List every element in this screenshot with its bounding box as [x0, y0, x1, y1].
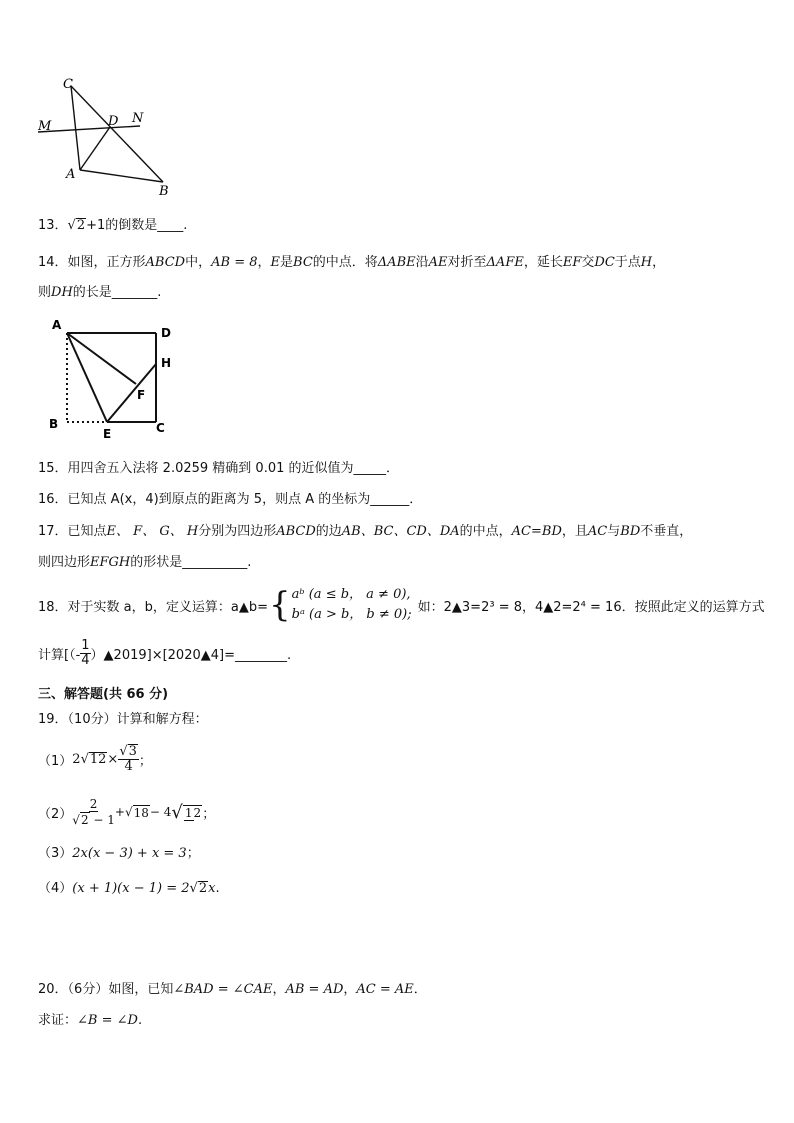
frac-denominator: 4	[81, 653, 90, 668]
q17-abcd: ABCD	[276, 524, 316, 539]
denominator: 2	[193, 805, 202, 820]
q17-text: 的边	[315, 524, 342, 539]
figure-triangle-mn	[30, 74, 180, 200]
q20-angles: ∠BAD = ∠CAE	[173, 982, 273, 997]
question-19-title: 19．（10分）计算和解方程：	[38, 712, 208, 727]
q14-text: 的中点．将	[312, 255, 378, 270]
segment-ad	[80, 127, 110, 170]
q18-text: 如：2▲3=2³ = 8，4▲2=2⁴ = 16．按照此定义的运算方式	[417, 599, 765, 615]
q14-text: 中，	[185, 255, 212, 270]
q17-text: 与	[607, 524, 621, 539]
q18-text: ）▲2019]×[2020▲4]=________.	[90, 648, 292, 663]
q14-ab8: AB = 8	[211, 255, 258, 270]
label-c: C	[63, 77, 73, 92]
q17-points: E、 F、 G、 H	[106, 524, 199, 539]
q20-text: ，	[343, 982, 357, 997]
q17-text: 则四边形	[38, 555, 91, 570]
radicand: 2	[80, 813, 89, 827]
semicolon: ；	[138, 753, 152, 769]
q17-bd: BD	[620, 524, 641, 539]
q14-afe: ΔAFE	[486, 255, 524, 270]
question-20-line2	[38, 1009, 142, 1028]
segment-ae	[67, 333, 107, 422]
radicand: 2	[198, 881, 208, 896]
question-17-line2	[38, 551, 251, 570]
q14-bc: BC	[293, 255, 313, 270]
question-14-line1	[38, 251, 665, 270]
times: ×	[107, 751, 119, 767]
radicand: 12	[89, 751, 107, 767]
q20-text: .	[137, 1013, 143, 1028]
plus: +	[114, 805, 125, 819]
label-n: N	[132, 111, 144, 126]
q14-dc: DC	[594, 255, 615, 270]
q14-text: 的长是_______.	[72, 285, 162, 300]
question-16: 16．已知点 A(x，4)到原点的距离为 5，则点 A 的坐标为______．	[38, 492, 423, 507]
label-m: M	[38, 119, 52, 134]
label-b: B	[159, 184, 169, 199]
q14-abcd: ABCD	[145, 255, 186, 270]
coef: 2	[72, 751, 81, 767]
numerator: 2	[89, 797, 98, 811]
question-14-line2	[38, 281, 161, 300]
denominator: 4	[124, 759, 133, 774]
q14-dh: DH	[51, 285, 73, 300]
label-c: C	[156, 421, 165, 435]
q19-part-1: （1） 2 √ 12 × $\frac{√3}{4}$ ；	[38, 744, 152, 774]
q14-text: 对折至	[447, 255, 487, 270]
q14-text: 14．如图，正方形	[38, 255, 146, 270]
q13-radicand: 2	[76, 218, 86, 233]
q20-ac-ae: AC = AE	[356, 982, 414, 997]
minus-one: − 1	[89, 813, 115, 827]
part-label: （3）	[38, 846, 73, 861]
question-15: 15．用四舍五入法将 2.0259 精确到 0.01 的近似值为_____．	[38, 461, 400, 476]
q17-text: 的形状是__________.	[130, 555, 252, 570]
segment-ab	[80, 170, 163, 182]
radicand: 3	[128, 744, 137, 759]
q17-text: 的中点，	[459, 524, 512, 539]
segment-eh	[107, 364, 156, 422]
label-e: E	[103, 427, 112, 441]
q14-ef: EF	[562, 255, 582, 270]
fraction-2-over-sqrt2-minus-1: 2 √2 − 1	[72, 797, 115, 827]
q14-text: ，	[652, 255, 666, 270]
part-label: （1）	[38, 753, 73, 769]
q17-text: ，且	[561, 524, 588, 539]
fraction-one-quarter	[80, 639, 90, 668]
q18-text: 计算[（-	[38, 648, 81, 663]
period: .	[215, 881, 220, 896]
q17-text: 不垂直，	[640, 524, 693, 539]
q19-part-2: （2） 2 √2 − 1 + √ 18 − 4 √ 12 ；	[38, 797, 216, 827]
frac-numerator: 1	[81, 638, 90, 653]
q20-b-d: ∠B = ∠D	[77, 1013, 138, 1028]
q17-ac: AC	[587, 524, 608, 539]
figure-square-fold	[46, 316, 176, 442]
label-h: H	[161, 356, 172, 370]
question-17-line1	[38, 520, 692, 539]
q14-e: E	[270, 255, 281, 270]
var-x: x	[208, 881, 216, 896]
section-heading: 三、解答题(共 66 分)	[38, 687, 169, 702]
equation-left: (x + 1)(x − 1) = 2	[72, 881, 190, 896]
semicolon: ；	[186, 846, 200, 861]
piecewise-cases	[292, 585, 412, 625]
q18-case-2: bᵃ (a > b， b ≠ 0);	[291, 607, 412, 622]
q17-sides: AB、BC、CD、DA	[341, 524, 460, 539]
q19-part-4: （4）(x + 1)(x − 1) = 2√2x.	[38, 881, 220, 896]
q20-text: ，	[272, 982, 286, 997]
q14-h: H	[640, 255, 653, 270]
q17-ac-bd: AC=BD	[511, 524, 562, 539]
equation: 2x(x − 3) + x = 3	[72, 846, 187, 861]
question-18-line1	[38, 583, 765, 627]
label-a: A	[66, 167, 76, 182]
label-d: D	[108, 114, 119, 129]
segment-cb	[71, 86, 163, 182]
part-label: （2）	[38, 806, 73, 822]
label-b: B	[49, 417, 59, 431]
q14-text: 交	[581, 255, 595, 270]
q14-text: 沿	[415, 255, 429, 270]
line-mn	[38, 126, 140, 132]
q14-text: 则	[38, 285, 52, 300]
q13-number: 13．	[38, 218, 68, 233]
label-f: F	[137, 388, 146, 402]
q20-ab-ad: AB = AD	[285, 982, 344, 997]
segment-af	[67, 333, 136, 384]
q18-case-1: aᵇ (a ≤ b， a ≠ 0),	[291, 587, 411, 602]
q14-text: ，延长	[523, 255, 563, 270]
question-18-line2	[38, 639, 291, 668]
part-label: （4）	[38, 881, 73, 896]
label-d: D	[161, 326, 171, 340]
q17-text: 分别为四边形	[198, 524, 277, 539]
label-a: A	[52, 318, 62, 332]
q19-part-3	[38, 842, 200, 861]
q20-text: 求证：	[38, 1013, 78, 1028]
q20-text: 20．（6分）如图，已知	[38, 982, 174, 997]
numerator: 1	[184, 805, 193, 820]
question-13: 13．√2+1的倒数是____.	[38, 218, 188, 233]
q14-text: 是	[280, 255, 294, 270]
fraction-sqrt3-over-4: $\frac{√3}{4}$	[119, 744, 137, 774]
q14-abe: ΔABE	[377, 255, 416, 270]
piecewise-brace: {	[269, 585, 291, 625]
q14-text: ，	[257, 255, 271, 270]
minus-four: − 4	[149, 805, 172, 819]
q14-ae: AE	[428, 255, 448, 270]
q17-text: 17．已知点	[38, 524, 107, 539]
fraction-1-over-2	[183, 805, 202, 820]
q18-text: 18．对于实数 a，b，定义运算：a▲b=	[38, 599, 269, 615]
semicolon: ；	[202, 806, 216, 822]
segment-ca	[71, 86, 80, 170]
radicand: 18	[133, 805, 149, 820]
q14-text: 于点	[614, 255, 641, 270]
question-20-line1	[38, 978, 427, 997]
q20-text: ．	[413, 982, 427, 997]
q13-text: +1的倒数是____.	[86, 218, 188, 233]
q17-efgh: EFGH	[90, 555, 131, 570]
